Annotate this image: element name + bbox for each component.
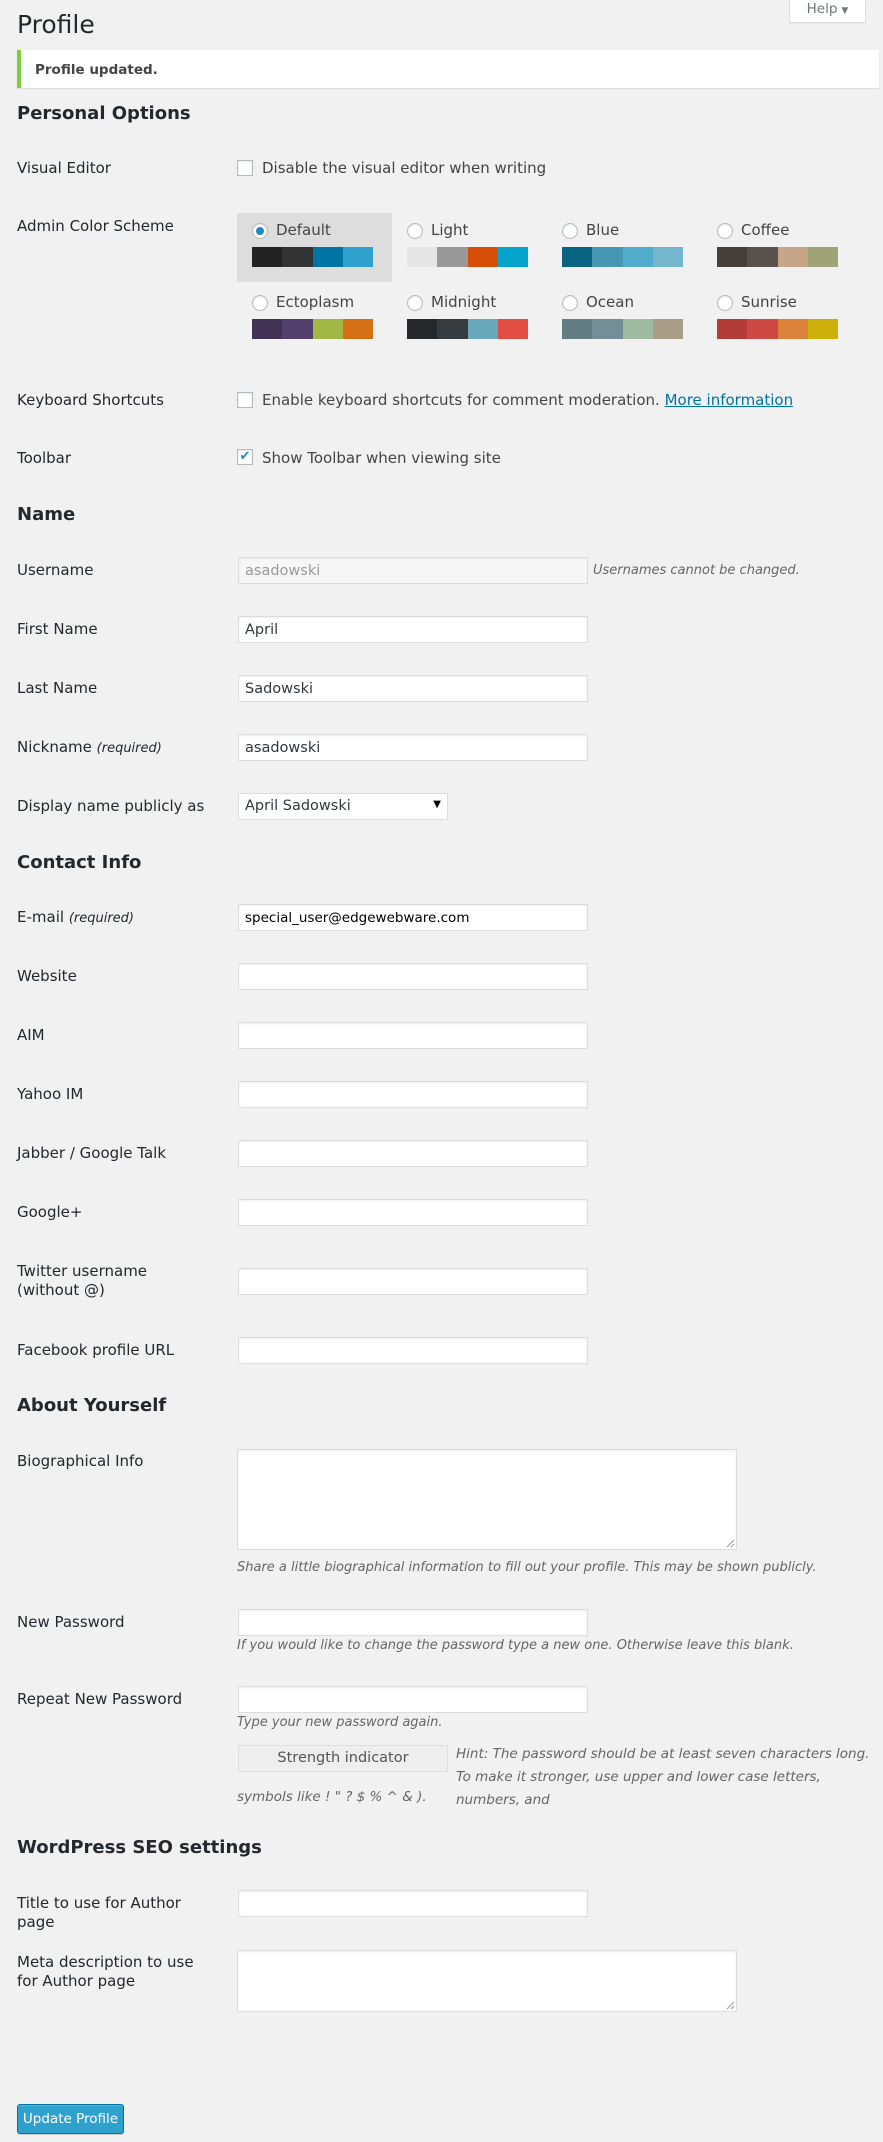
page-title: Profile — [17, 10, 95, 39]
google-plus-field[interactable] — [238, 1199, 588, 1226]
color-swatches — [407, 247, 528, 267]
color-swatch — [313, 247, 343, 267]
color-scheme-radio[interactable] — [562, 223, 578, 239]
nickname-label — [17, 738, 207, 758]
first-name-field[interactable]: April — [238, 616, 588, 643]
keyboard-shortcuts-checkbox[interactable] — [237, 392, 253, 408]
personal-options-heading: Personal Options — [17, 103, 191, 124]
color-scheme-name: Coffee — [741, 221, 790, 239]
color-swatches — [717, 247, 838, 267]
radio-selected-dot — [256, 227, 264, 235]
meta-description-label: Meta description to use for Author page — [17, 1953, 194, 1990]
name-heading: Name — [17, 504, 76, 525]
color-swatch — [343, 247, 373, 267]
color-scheme-radio[interactable] — [407, 295, 423, 311]
repeat-password-field[interactable] — [238, 1686, 588, 1713]
color-scheme-light[interactable] — [392, 213, 547, 282]
display-name-select[interactable] — [238, 793, 448, 820]
keyboard-shortcuts-checkbox-label[interactable] — [262, 391, 793, 409]
color-swatches — [407, 319, 528, 339]
nickname-label-text: Nickname — [17, 738, 92, 756]
jabber-field[interactable] — [238, 1140, 588, 1167]
color-swatch — [313, 319, 343, 339]
color-scheme-sunrise[interactable] — [702, 285, 857, 354]
color-swatches — [562, 247, 683, 267]
about-yourself-heading: About Yourself — [17, 1395, 167, 1416]
checkmark-icon: ✔ — [239, 449, 251, 464]
color-scheme-name: Sunrise — [741, 293, 797, 311]
color-swatch — [468, 247, 498, 267]
resize-handle-icon[interactable] — [726, 1539, 735, 1548]
visual-editor-checkbox[interactable] — [237, 160, 253, 176]
twitter-field[interactable] — [238, 1268, 588, 1295]
email-label-text: E-mail — [17, 908, 65, 926]
visual-editor-checkbox-label[interactable]: Disable the visual editor when writing — [262, 159, 547, 177]
color-scheme-blue[interactable] — [547, 213, 702, 282]
first-name-label: First Name — [17, 620, 98, 638]
color-swatch — [717, 319, 747, 339]
color-swatch — [747, 319, 777, 339]
color-scheme-ectoplasm[interactable] — [237, 285, 392, 354]
new-password-label: New Password — [17, 1613, 125, 1631]
color-swatch — [437, 319, 467, 339]
color-scheme-midnight[interactable] — [392, 285, 547, 354]
color-scheme-name: Light — [431, 221, 469, 239]
notice-text: Profile updated. — [35, 62, 158, 78]
new-password-description: If you would like to change the password type a new one. Otherwise leave this blank. — [237, 1638, 794, 1653]
aim-field[interactable] — [238, 1022, 588, 1049]
email-field[interactable]: special_user@edgewebware.com — [238, 904, 588, 931]
keyboard-shortcuts-label: Keyboard Shortcuts — [17, 391, 164, 409]
author-title-field[interactable] — [238, 1890, 588, 1917]
color-swatch — [562, 247, 592, 267]
color-scheme-name: Midnight — [431, 293, 497, 311]
color-scheme-radio[interactable] — [407, 223, 423, 239]
color-swatch — [407, 319, 437, 339]
last-name-field[interactable]: Sadowski — [238, 675, 588, 702]
help-tab-button[interactable] — [789, 0, 866, 23]
new-password-field[interactable] — [238, 1609, 588, 1636]
username-field: asadowski — [238, 557, 588, 584]
color-swatch — [653, 247, 683, 267]
update-profile-button[interactable]: Update Profile — [17, 2104, 124, 2134]
seo-settings-heading: WordPress SEO settings — [17, 1837, 262, 1858]
password-hint-continued: symbols like ! " ? $ % ^ & ). — [237, 1789, 427, 1805]
yahoo-im-label: Yahoo IM — [17, 1085, 84, 1103]
color-swatch — [592, 247, 622, 267]
keyboard-shortcuts-text: Enable keyboard shortcuts for comment moderation. — [262, 391, 660, 409]
aim-label: AIM — [17, 1026, 45, 1044]
bio-label: Biographical Info — [17, 1452, 144, 1470]
color-scheme-radio[interactable] — [717, 295, 733, 311]
color-swatch — [252, 247, 282, 267]
color-scheme-name: Ectoplasm — [276, 293, 355, 311]
color-scheme-name: Ocean — [586, 293, 634, 311]
visual-editor-label: Visual Editor — [17, 159, 111, 177]
contact-info-heading: Contact Info — [17, 852, 142, 873]
color-swatch — [282, 247, 312, 267]
display-name-value: April Sadowski — [245, 798, 351, 814]
color-swatch — [778, 319, 808, 339]
color-scheme-radio[interactable] — [252, 223, 268, 239]
color-scheme-label: Admin Color Scheme — [17, 217, 174, 235]
meta-description-textarea[interactable] — [237, 1950, 737, 2012]
color-swatch — [252, 319, 282, 339]
yahoo-im-field[interactable] — [238, 1081, 588, 1108]
color-swatch — [498, 319, 528, 339]
caret-down-icon: ▼ — [841, 6, 849, 16]
color-swatch — [343, 319, 373, 339]
help-label: Help — [806, 1, 838, 17]
facebook-label: Facebook profile URL — [17, 1341, 175, 1359]
color-scheme-ocean[interactable] — [547, 285, 702, 354]
jabber-label: Jabber / Google Talk — [17, 1144, 167, 1162]
updated-notice — [17, 50, 879, 88]
facebook-field[interactable] — [238, 1337, 588, 1364]
color-scheme-coffee[interactable] — [702, 213, 857, 282]
color-scheme-radio[interactable] — [562, 295, 578, 311]
color-swatch — [808, 319, 838, 339]
color-swatch — [437, 247, 467, 267]
author-title-label: Title to use for Author page — [17, 1894, 181, 1931]
username-label: Username — [17, 561, 94, 579]
google-plus-label: Google+ — [17, 1203, 83, 1221]
color-swatch — [282, 319, 312, 339]
color-scheme-name: Default — [276, 221, 331, 239]
color-swatches — [252, 247, 373, 267]
password-hint: Hint: The password should be at least seven characters long. To make it stronger, use upper and lower case letters, numbers, and — [456, 1746, 870, 1808]
repeat-password-label: Repeat New Password — [17, 1690, 183, 1708]
color-swatch — [407, 247, 437, 267]
bio-textarea[interactable] — [237, 1449, 737, 1550]
color-swatch — [717, 247, 747, 267]
toolbar-label: Toolbar — [17, 449, 72, 467]
color-scheme-radio[interactable] — [717, 223, 733, 239]
color-swatch — [562, 319, 592, 339]
color-swatch — [498, 247, 528, 267]
color-swatches — [562, 319, 683, 339]
nickname-field[interactable]: asadowski — [238, 734, 588, 761]
color-swatch — [592, 319, 622, 339]
display-name-label: Display name publicly as — [17, 797, 205, 815]
color-scheme-name: Blue — [586, 221, 620, 239]
color-scheme-radio[interactable] — [252, 295, 268, 311]
password-strength-indicator: Strength indicator — [238, 1745, 448, 1772]
repeat-password-description: Type your new password again. — [237, 1715, 443, 1730]
toolbar-checkbox[interactable] — [237, 449, 253, 465]
twitter-label: Twitter username (without @) — [17, 1262, 148, 1299]
resize-handle-icon[interactable] — [726, 2001, 735, 2010]
color-swatch — [808, 247, 838, 267]
toolbar-checkbox-label[interactable]: Show Toolbar when viewing site — [262, 449, 501, 467]
required-marker: (required) — [96, 741, 162, 756]
color-swatch — [468, 319, 498, 339]
color-swatch — [653, 319, 683, 339]
username-note: Usernames cannot be changed. — [593, 563, 800, 578]
color-swatches — [717, 319, 838, 339]
color-swatch — [623, 247, 653, 267]
color-swatch — [778, 247, 808, 267]
color-swatches — [252, 319, 373, 339]
email-label — [17, 908, 207, 928]
color-swatch — [623, 319, 653, 339]
bio-description: Share a little biographical information to fill out your profile. This may be shown publicly. — [237, 1560, 817, 1575]
required-marker: (required) — [68, 911, 134, 926]
website-label: Website — [17, 967, 77, 985]
color-swatch — [747, 247, 777, 267]
dropdown-arrow-icon: ▼ — [433, 799, 441, 810]
website-field[interactable] — [238, 963, 588, 990]
last-name-label: Last Name — [17, 679, 98, 697]
color-scheme-default[interactable] — [237, 213, 392, 282]
more-information-link[interactable]: More information — [664, 391, 794, 409]
